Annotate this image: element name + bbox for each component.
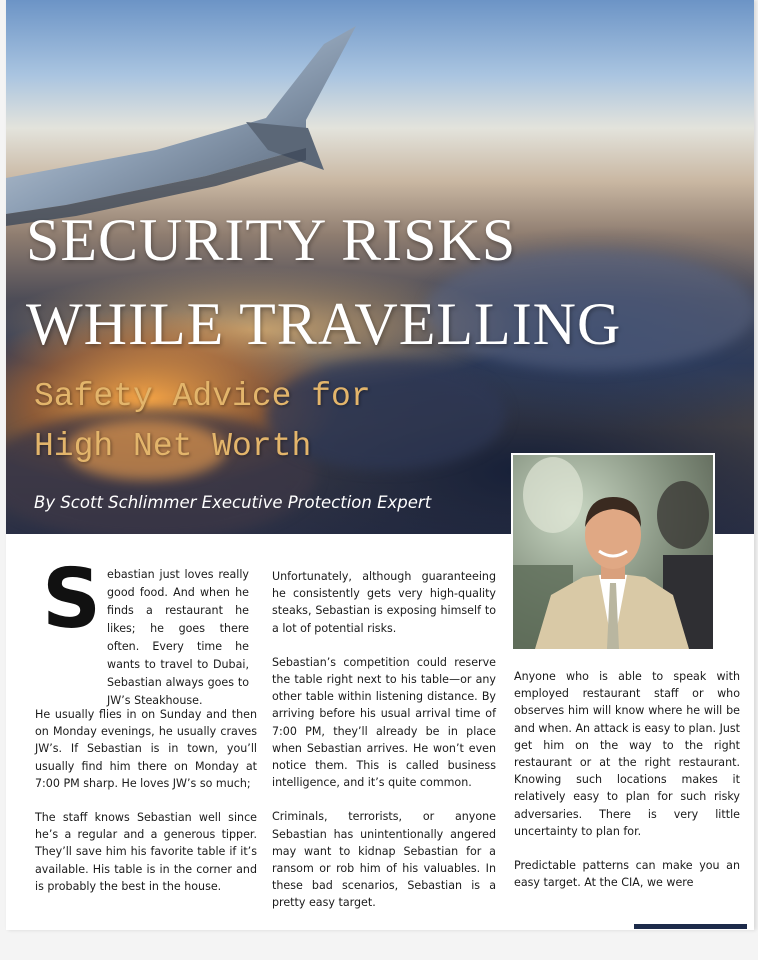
article-paragraph: He usually flies in on Sunday and then on Monday evenings, he usually craves JW’s. If Sebastian is in town, you’ll usually find him there on Monday at 7:00 PM sharp. He loves JW’s so much; bbox=[35, 708, 257, 790]
drop-cap: S bbox=[42, 552, 102, 647]
subtitle bbox=[34, 372, 371, 472]
subtitle-line-2: High Net Worth bbox=[34, 428, 312, 465]
article-paragraph: Anyone who is able to speak with employed restaurant staff or who observes him will know where he will be and when. An attack is easy to plan. Just get him on the way to the right restaurant or at the right restaurant. Knowing such locations makes it relatively easy to plan for such risky adversaries. There is very little uncertainty to plan for. bbox=[514, 670, 740, 838]
article-column-1 bbox=[35, 706, 257, 895]
article-paragraph: Unfortunately, although guaranteeing he consistently gets very high-quality steaks, Sebastian is exposing himself to a lot of potential risks. bbox=[272, 570, 496, 635]
article-paragraph: Predictable patterns can make you an easy target. At the CIA, we were bbox=[514, 859, 740, 890]
article-paragraph: Sebastian’s competition could reserve the table right next to his table—or any other table within listening distance. By arriving before his usual arrival time of 7:00 PM, they’ll already be in place when Sebastian arrives. He won’t even notice them. This is called business intelligence, and it’s quite common. bbox=[272, 655, 496, 790]
article-lead-paragraph: ebastian just loves really good food. And when he finds a restaurant he likes; he goes there often. Every time he wants to travel to Dubai, Sebastian always goes to JW’s Steakhouse. bbox=[107, 568, 249, 707]
author-photo bbox=[511, 453, 715, 651]
title-line-2: WHILE TRAVELLING bbox=[26, 291, 622, 357]
article-column-2 bbox=[272, 568, 496, 912]
article-column-3 bbox=[514, 668, 740, 891]
author-byline: By Scott Schlimmer Executive Protection Expert bbox=[34, 493, 432, 512]
article-paragraph: Criminals, terrorists, or anyone Sebastian has unintentionally angered may want to kidnap Sebastian for a ransom or rob him of his valuables. In these bad scenarios, Sebastian is a pretty easy target. bbox=[272, 810, 496, 910]
page-title bbox=[26, 198, 621, 366]
subtitle-line-1: Safety Advice for bbox=[34, 378, 371, 415]
article-paragraph: The staff knows Sebastian well since he’s a regular and a generous tipper. They’ll save him his favorite table if it’s available. His table is in the corner and is probably the best in the house. bbox=[35, 811, 257, 893]
title-line-1: SECURITY RISKS bbox=[26, 207, 517, 273]
footer-rule bbox=[634, 924, 747, 929]
